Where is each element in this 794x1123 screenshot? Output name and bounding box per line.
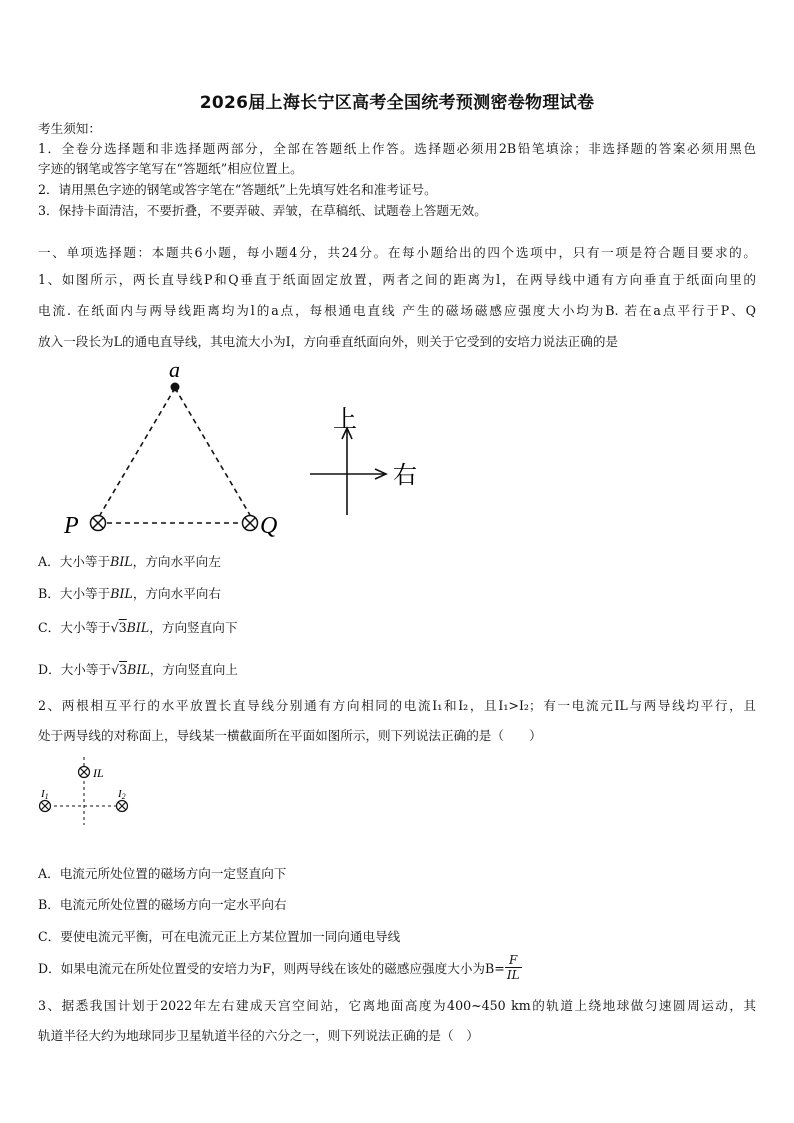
notice-item-1: 1．全卷分选择题和非选择题两部分，全部在答题纸上作答。选择题必须用2B铅笔填涂；非选择题的答案必须用黑色 bbox=[38, 141, 756, 156]
wire-i1-icon bbox=[40, 801, 51, 812]
q2-figure bbox=[30, 757, 150, 827]
q2-stem-line-1: 2、两根相互平行的水平放置长直导线分别通有方向相同的电流I₁和I₂，且I₁>I₂；有一电流元IL与两导线均平行，且 bbox=[38, 698, 756, 713]
q1-stem-line-2: 电流. 在纸面内与两导线距离均为l的a点，每根通电直线 产生的磁场磁感应强度大小均为B. 若在a点平行于P、Q bbox=[38, 303, 756, 318]
q2-stem-line-2: 处于两导线的对称面上，导线某一横截面所在平面如图所示，则下列说法正确的是（ ） bbox=[38, 728, 542, 743]
section-heading: 一、单项选择题：本题共6小题，每小题4分，共24分。在每小题给出的四个选项中，只有一项是符合题目要求的。 bbox=[38, 245, 756, 260]
notice-heading: 考生须知： bbox=[38, 121, 101, 136]
wire-q-icon bbox=[243, 516, 258, 531]
q1-option-d[interactable]: D．大小等于√3BIL，方向竖直向上 bbox=[38, 662, 238, 677]
q2-option-b[interactable]: B．电流元所处位置的磁场方向一定水平向右 bbox=[38, 897, 287, 912]
label-i2: I2 bbox=[118, 788, 126, 801]
q1-option-b[interactable]: B．大小等于BIL，方向水平向右 bbox=[38, 586, 221, 601]
q1-figure bbox=[50, 355, 440, 545]
notice-item-1-cont: 字迹的钢笔或答字笔写在“答题纸”相应位置上。 bbox=[38, 161, 303, 176]
q1-stem-line-3: 放入一段长为L的通电直导线，其电流大小为I，方向垂直纸面向外，则关于它受到的安培力说法正确的是 bbox=[38, 334, 619, 349]
label-q: Q bbox=[260, 513, 278, 539]
page-title: 2026届上海长宁区高考全国统考预测密卷物理试卷 bbox=[199, 93, 595, 113]
q1-stem-line-1: 1、如图所示，两长直导线P和Q垂直于纸面固定放置，两者之间的距离为l，在两导线中通有方向垂直于纸面向里的 bbox=[38, 272, 756, 287]
label-il: IL bbox=[93, 766, 104, 780]
fraction-f-over-il: $\frac{F}{IL}$ bbox=[506, 953, 520, 982]
label-i1: I1 bbox=[41, 788, 49, 801]
wire-i2-icon bbox=[117, 801, 128, 812]
q1-option-a[interactable]: A．大小等于BIL，方向水平向左 bbox=[38, 554, 221, 569]
current-element-icon bbox=[79, 767, 90, 778]
notice-item-2: 2．请用黑色字迹的钢笔或答字笔在“答题纸”上先填写姓名和准考证号。 bbox=[38, 182, 437, 197]
point-a-dot bbox=[171, 383, 180, 392]
q2-option-d[interactable]: D．如果电流元在所处位置受的安培力为F，则两导线在该处的磁感应强度大小为B= $\frac{F}{IL}$ bbox=[38, 953, 520, 982]
q3-stem-line-2: 轨道半径大约为地球同步卫星轨道半径的六分之一，则下列说法正确的是（ ） bbox=[38, 1028, 479, 1043]
q2-option-c[interactable]: C．要使电流元平衡，可在电流元正上方某位置加一同向通电导线 bbox=[38, 929, 401, 944]
q1-option-c[interactable]: C．大小等于√3BIL，方向竖直向下 bbox=[38, 620, 238, 635]
notice-item-3: 3．保持卡面清洁，不要折叠，不要弄破、弄皱，在草稿纸、试题卷上答题无效。 bbox=[38, 203, 487, 218]
q3-stem-line-1: 3、据悉我国计划于2022年左右建成天宫空间站，它离地面高度为400~450 km的轨道上绕地球做匀速圆周运动，其 bbox=[38, 998, 756, 1013]
direction-axes-icon bbox=[310, 428, 386, 515]
sqrt-symbol: √3 bbox=[110, 620, 127, 635]
q2-option-a[interactable]: A．电流元所处位置的磁场方向一定竖直向下 bbox=[38, 866, 287, 881]
label-p: P bbox=[64, 513, 79, 539]
wire-p-icon bbox=[91, 516, 106, 531]
label-a: a bbox=[169, 357, 180, 382]
sqrt-symbol: √3 bbox=[111, 662, 128, 677]
label-up: 上 bbox=[333, 407, 357, 433]
label-right: 右 bbox=[393, 463, 417, 489]
